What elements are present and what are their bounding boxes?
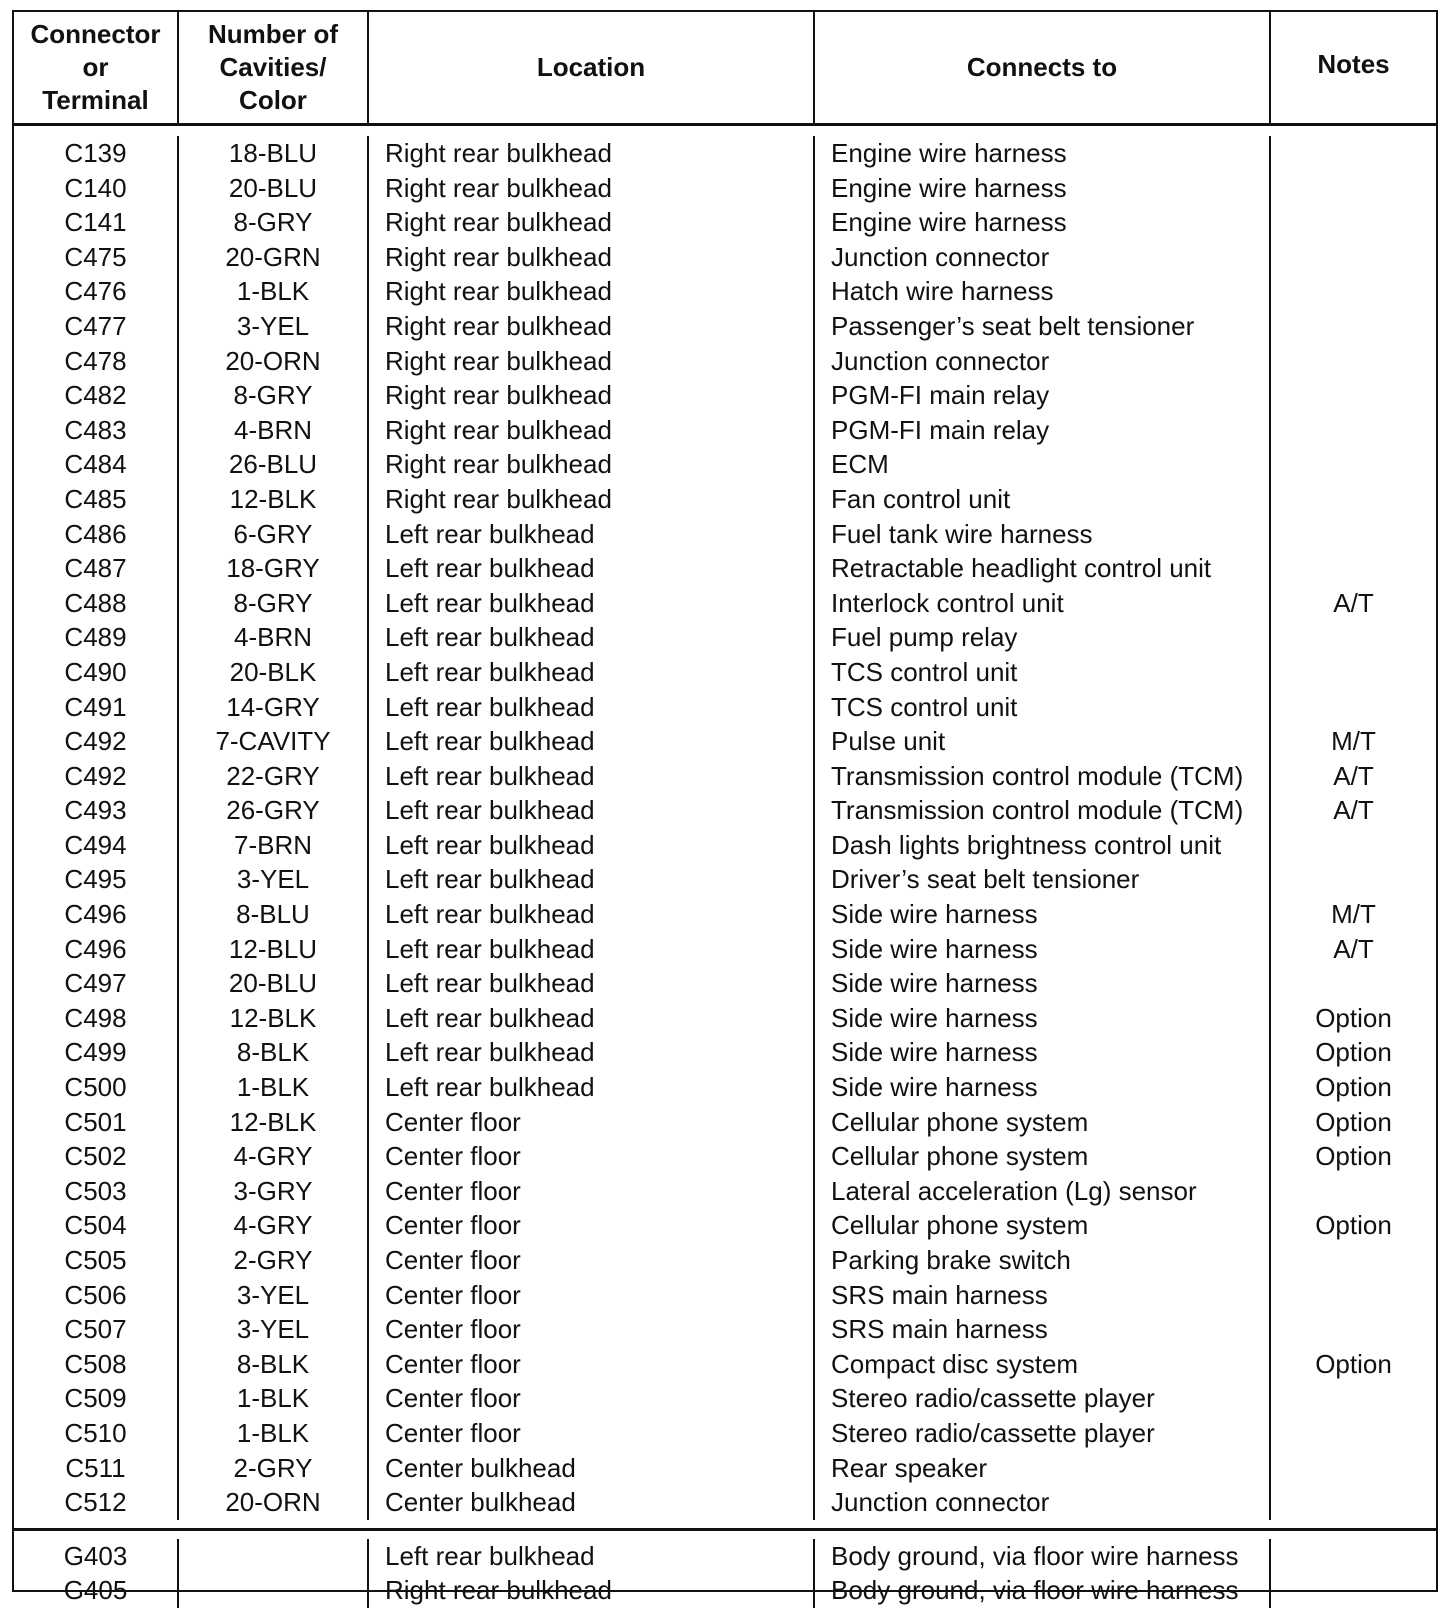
- cell-notes: [1271, 1278, 1436, 1313]
- cell-location: Center floor: [369, 1208, 815, 1243]
- cell-cavities: 3-YEL: [179, 1278, 369, 1313]
- cell-notes: A/T: [1333, 795, 1374, 826]
- cell-connector: C501: [14, 1105, 179, 1140]
- cell-connects-to: Interlock control unit: [815, 586, 1271, 621]
- cell-notes: Option: [1315, 1072, 1392, 1103]
- cell-connects-to: Junction connector: [815, 344, 1271, 379]
- cell-notes: [1271, 551, 1436, 586]
- cell-notes: [1271, 1312, 1436, 1347]
- table-row: [14, 620, 1436, 655]
- table-row: [14, 447, 1436, 482]
- cell-notes: [1271, 828, 1436, 863]
- connector-table: [12, 10, 1438, 1606]
- cell-connects-to: Stereo radio/cassette player: [815, 1416, 1271, 1451]
- cell-notes: Option: [1315, 1210, 1392, 1241]
- cell-connects-to: PGM-FI main relay: [815, 413, 1271, 448]
- cell-cavities: 4-GRY: [179, 1208, 369, 1243]
- cell-notes: M/T: [1331, 899, 1376, 930]
- cell-connects-to: Fuel tank wire harness: [815, 517, 1271, 552]
- cell-location: Right rear bulkhead: [369, 136, 815, 171]
- cell-connector: C493: [14, 793, 179, 828]
- cell-notes: M/T: [1331, 726, 1376, 757]
- cell-cavities: 18-BLU: [179, 136, 369, 171]
- cell-connector: C141: [14, 205, 179, 240]
- cell-connects-to: Rear speaker: [815, 1451, 1271, 1486]
- cell-connector: C491: [14, 690, 179, 725]
- cell-connects-to: Cellular phone system: [815, 1139, 1271, 1174]
- cell-notes: [1271, 1451, 1436, 1486]
- table-row: [14, 586, 1436, 621]
- header-connector-line2: or: [82, 52, 109, 82]
- cell-cavities: 20-BLK: [179, 655, 369, 690]
- cell-location: Right rear bulkhead: [369, 378, 815, 413]
- cell-notes: [1271, 1381, 1436, 1416]
- cell-connects-to: Driver’s seat belt tensioner: [815, 862, 1271, 897]
- table-row: [14, 862, 1436, 897]
- cell-connects-to: Retractable headlight control unit: [815, 551, 1271, 586]
- table-row: [14, 136, 1436, 171]
- table-row: [14, 1035, 1436, 1070]
- table-row: [14, 1416, 1436, 1451]
- cell-connector: C482: [14, 378, 179, 413]
- table-row: [14, 1485, 1436, 1520]
- table-row: [14, 655, 1436, 690]
- cell-notes: [1271, 171, 1436, 206]
- cell-connector: C483: [14, 413, 179, 448]
- ground-table-body: [14, 1531, 1436, 1608]
- cell-connects-to: Transmission control module (TCM): [815, 759, 1271, 794]
- cell-location: Left rear bulkhead: [369, 1001, 815, 1036]
- header-location: Location: [369, 12, 815, 123]
- table-row: [14, 1347, 1436, 1382]
- cell-connector: C494: [14, 828, 179, 863]
- header-connector-line1: Connector: [30, 19, 161, 49]
- cell-connector: C492: [14, 724, 179, 759]
- cell-connects-to: Engine wire harness: [815, 205, 1271, 240]
- cell-connector: C490: [14, 655, 179, 690]
- table-row: [14, 793, 1436, 828]
- cell-connector: C485: [14, 482, 179, 517]
- cell-location: Left rear bulkhead: [369, 517, 815, 552]
- table-body: [14, 126, 1436, 1531]
- cell-connects-to: Junction connector: [815, 240, 1271, 275]
- cell-location: Right rear bulkhead: [369, 240, 815, 275]
- cell-location: Left rear bulkhead: [369, 862, 815, 897]
- cell-connects-to: Stereo radio/cassette player: [815, 1381, 1271, 1416]
- cell-connector: G405: [14, 1573, 179, 1608]
- table-row: [14, 1243, 1436, 1278]
- cell-cavities: 12-BLK: [179, 1105, 369, 1140]
- cell-notes: [1271, 620, 1436, 655]
- cell-location: Center bulkhead: [369, 1485, 815, 1520]
- cell-location: Center bulkhead: [369, 1451, 815, 1486]
- table-row: [14, 551, 1436, 586]
- cell-connects-to: SRS main harness: [815, 1278, 1271, 1313]
- ground-row: [14, 1573, 1436, 1608]
- cell-connector: C484: [14, 447, 179, 482]
- cell-cavities: 1-BLK: [179, 1381, 369, 1416]
- cell-notes: Option: [1315, 1106, 1392, 1137]
- cell-cavities: 3-YEL: [179, 1312, 369, 1347]
- cell-connects-to: TCS control unit: [815, 655, 1271, 690]
- cell-connector: C500: [14, 1070, 179, 1105]
- cell-connects-to: Dash lights brightness control unit: [815, 828, 1271, 863]
- table-row: [14, 1381, 1436, 1416]
- cell-location: Right rear bulkhead: [369, 447, 815, 482]
- table-row: [14, 828, 1436, 863]
- cell-connects-to: Side wire harness: [815, 1035, 1271, 1070]
- cell-cavities: 12-BLK: [179, 1001, 369, 1036]
- ground-row: [14, 1539, 1436, 1574]
- cell-connects-to: Cellular phone system: [815, 1208, 1271, 1243]
- cell-notes: [1271, 1539, 1436, 1574]
- cell-cavities: 7-BRN: [179, 828, 369, 863]
- cell-connects-to: Engine wire harness: [815, 171, 1271, 206]
- cell-location: Right rear bulkhead: [369, 205, 815, 240]
- cell-cavities: 7-CAVITY: [179, 724, 369, 759]
- cell-connects-to: Fuel pump relay: [815, 620, 1271, 655]
- cell-connects-to: Side wire harness: [815, 897, 1271, 932]
- table-row: [14, 378, 1436, 413]
- cell-cavities: 20-BLU: [179, 966, 369, 1001]
- cell-location: Left rear bulkhead: [369, 724, 815, 759]
- table-row: [14, 517, 1436, 552]
- cell-connector: C488: [14, 586, 179, 621]
- cell-connects-to: Body ground, via floor wire harness: [815, 1573, 1271, 1608]
- cell-cavities: 3-YEL: [179, 309, 369, 344]
- cell-cavities: 4-GRY: [179, 1139, 369, 1174]
- cell-connector: C139: [14, 136, 179, 171]
- cell-location: Center floor: [369, 1105, 815, 1140]
- cell-connector: C497: [14, 966, 179, 1001]
- cell-connector: C509: [14, 1381, 179, 1416]
- cell-connector: C475: [14, 240, 179, 275]
- cell-connects-to: Pulse unit: [815, 724, 1271, 759]
- cell-cavities: 18-GRY: [179, 551, 369, 586]
- cell-notes: [1271, 655, 1436, 690]
- cell-cavities: 20-GRN: [179, 240, 369, 275]
- table-row: [14, 309, 1436, 344]
- cell-connects-to: Engine wire harness: [815, 136, 1271, 171]
- header-cavities-line2: Cavities/: [219, 52, 327, 82]
- table-row: [14, 759, 1436, 794]
- cell-connects-to: Passenger’s seat belt tensioner: [815, 309, 1271, 344]
- cell-connects-to: Hatch wire harness: [815, 274, 1271, 309]
- cell-cavities: 20-ORN: [179, 1485, 369, 1520]
- cell-cavities: 8-BLK: [179, 1035, 369, 1070]
- table-row: [14, 171, 1436, 206]
- cell-cavities: 1-BLK: [179, 1416, 369, 1451]
- cell-location: Right rear bulkhead: [369, 1573, 815, 1608]
- cell-connector: C496: [14, 932, 179, 967]
- cell-notes: [1271, 447, 1436, 482]
- cell-connector: C506: [14, 1278, 179, 1313]
- table-row: [14, 897, 1436, 932]
- cell-cavities: 3-YEL: [179, 862, 369, 897]
- cell-cavities: 8-BLU: [179, 897, 369, 932]
- cell-cavities: 3-GRY: [179, 1174, 369, 1209]
- cell-location: Right rear bulkhead: [369, 309, 815, 344]
- cell-connects-to: Junction connector: [815, 1485, 1271, 1520]
- cell-location: Left rear bulkhead: [369, 551, 815, 586]
- cell-cavities: 8-BLK: [179, 1347, 369, 1382]
- cell-location: Left rear bulkhead: [369, 655, 815, 690]
- header-connector-line3: Terminal: [42, 85, 149, 115]
- cell-cavities: 6-GRY: [179, 517, 369, 552]
- cell-notes: A/T: [1333, 933, 1374, 964]
- cell-cavities: [179, 1573, 369, 1608]
- table-row: [14, 344, 1436, 379]
- cell-cavities: 26-GRY: [179, 793, 369, 828]
- cell-location: Center floor: [369, 1347, 815, 1382]
- table-row: [14, 1105, 1436, 1140]
- cell-connects-to: Cellular phone system: [815, 1105, 1271, 1140]
- table-row: [14, 1278, 1436, 1313]
- cell-connects-to: Fan control unit: [815, 482, 1271, 517]
- cell-notes: A/T: [1333, 760, 1374, 791]
- table-row: [14, 1139, 1436, 1174]
- cell-notes: A/T: [1333, 587, 1374, 618]
- cell-notes: [1271, 966, 1436, 1001]
- cell-connector: C512: [14, 1485, 179, 1520]
- cell-notes: Option: [1315, 1348, 1392, 1379]
- cell-notes: [1271, 1485, 1436, 1520]
- cell-location: Center floor: [369, 1381, 815, 1416]
- cell-cavities: 20-BLU: [179, 171, 369, 206]
- cell-location: Right rear bulkhead: [369, 274, 815, 309]
- cell-location: Left rear bulkhead: [369, 759, 815, 794]
- cell-location: Center floor: [369, 1416, 815, 1451]
- cell-connector: C492: [14, 759, 179, 794]
- cell-cavities: 22-GRY: [179, 759, 369, 794]
- table-row: [14, 1174, 1436, 1209]
- table-row: [14, 1208, 1436, 1243]
- header-cavities-line1: Number of: [208, 19, 338, 49]
- cell-connects-to: Side wire harness: [815, 966, 1271, 1001]
- cell-connector: C504: [14, 1208, 179, 1243]
- cell-connects-to: SRS main harness: [815, 1312, 1271, 1347]
- cell-notes: [1271, 690, 1436, 725]
- table-row: [14, 1070, 1436, 1105]
- cell-notes: [1271, 240, 1436, 275]
- cell-location: Center floor: [369, 1312, 815, 1347]
- cell-location: Left rear bulkhead: [369, 932, 815, 967]
- cell-connects-to: Compact disc system: [815, 1347, 1271, 1382]
- cell-connector: C499: [14, 1035, 179, 1070]
- cell-notes: [1271, 517, 1436, 552]
- cell-cavities: 1-BLK: [179, 1070, 369, 1105]
- cell-location: Left rear bulkhead: [369, 586, 815, 621]
- cell-cavities: 12-BLK: [179, 482, 369, 517]
- cell-location: Right rear bulkhead: [369, 482, 815, 517]
- cell-connects-to: Transmission control module (TCM): [815, 793, 1271, 828]
- table-row: [14, 966, 1436, 1001]
- cell-connects-to: Side wire harness: [815, 932, 1271, 967]
- cell-connects-to: Body ground, via floor wire harness: [815, 1539, 1271, 1574]
- cell-cavities: 20-ORN: [179, 344, 369, 379]
- cell-location: Center floor: [369, 1278, 815, 1313]
- cell-notes: [1271, 1573, 1436, 1608]
- cell-notes: [1271, 1174, 1436, 1209]
- table-row: [14, 1451, 1436, 1486]
- cell-connector: C486: [14, 517, 179, 552]
- cell-connector: C507: [14, 1312, 179, 1347]
- cell-connector: C498: [14, 1001, 179, 1036]
- cell-location: Left rear bulkhead: [369, 966, 815, 1001]
- cell-connects-to: Parking brake switch: [815, 1243, 1271, 1278]
- cell-notes: [1271, 378, 1436, 413]
- cell-notes: [1271, 344, 1436, 379]
- cell-connector: C476: [14, 274, 179, 309]
- table-row: [14, 482, 1436, 517]
- cell-notes: Option: [1315, 1141, 1392, 1172]
- cell-connector: C505: [14, 1243, 179, 1278]
- cell-connector: C510: [14, 1416, 179, 1451]
- cell-cavities: [179, 1539, 369, 1574]
- cell-connects-to: Side wire harness: [815, 1070, 1271, 1105]
- table-row: [14, 413, 1436, 448]
- table-row: [14, 205, 1436, 240]
- cell-cavities: 4-BRN: [179, 620, 369, 655]
- cell-connects-to: PGM-FI main relay: [815, 378, 1271, 413]
- cell-location: Left rear bulkhead: [369, 1070, 815, 1105]
- cell-connector: G403: [14, 1539, 179, 1574]
- cell-notes: Option: [1315, 1002, 1392, 1033]
- cell-location: Left rear bulkhead: [369, 1035, 815, 1070]
- cell-connector: C508: [14, 1347, 179, 1382]
- cell-connector: C478: [14, 344, 179, 379]
- cell-location: Left rear bulkhead: [369, 690, 815, 725]
- cell-cavities: 14-GRY: [179, 690, 369, 725]
- cell-connector: C487: [14, 551, 179, 586]
- cell-cavities: 2-GRY: [179, 1451, 369, 1486]
- table-row: [14, 1312, 1436, 1347]
- cell-cavities: 8-GRY: [179, 205, 369, 240]
- cell-location: Center floor: [369, 1174, 815, 1209]
- header-cavities: [179, 12, 369, 123]
- header-connector: [14, 12, 179, 123]
- table-row: [14, 1001, 1436, 1036]
- cell-connector: C489: [14, 620, 179, 655]
- cell-notes: [1271, 1416, 1436, 1451]
- cell-location: Left rear bulkhead: [369, 897, 815, 932]
- cell-cavities: 8-GRY: [179, 586, 369, 621]
- cell-location: Left rear bulkhead: [369, 828, 815, 863]
- cell-notes: [1271, 1243, 1436, 1278]
- cell-cavities: 26-BLU: [179, 447, 369, 482]
- cell-cavities: 4-BRN: [179, 413, 369, 448]
- cell-connector: C503: [14, 1174, 179, 1209]
- table-row: [14, 274, 1436, 309]
- cell-notes: [1271, 274, 1436, 309]
- cell-connects-to: ECM: [815, 447, 1271, 482]
- cell-cavities: 2-GRY: [179, 1243, 369, 1278]
- cell-notes: [1271, 205, 1436, 240]
- cell-connector: C511: [14, 1451, 179, 1486]
- table-row: [14, 690, 1436, 725]
- cell-connector: C496: [14, 897, 179, 932]
- cell-cavities: 8-GRY: [179, 378, 369, 413]
- cell-location: Right rear bulkhead: [369, 344, 815, 379]
- header-cavities-line3: Color: [239, 85, 307, 115]
- cell-connector: C140: [14, 171, 179, 206]
- cell-cavities: 1-BLK: [179, 274, 369, 309]
- header-notes: Notes: [1317, 49, 1390, 79]
- cell-location: Left rear bulkhead: [369, 793, 815, 828]
- cell-connector: C502: [14, 1139, 179, 1174]
- cell-location: Right rear bulkhead: [369, 171, 815, 206]
- cell-location: Center floor: [369, 1139, 815, 1174]
- table-row: [14, 240, 1436, 275]
- cell-cavities: 12-BLU: [179, 932, 369, 967]
- cell-location: Left rear bulkhead: [369, 620, 815, 655]
- cell-connects-to: Side wire harness: [815, 1001, 1271, 1036]
- table-row: [14, 724, 1436, 759]
- cell-connects-to: Lateral acceleration (Lg) sensor: [815, 1174, 1271, 1209]
- cell-notes: Option: [1315, 1037, 1392, 1068]
- cell-notes: [1271, 413, 1436, 448]
- cell-connects-to: TCS control unit: [815, 690, 1271, 725]
- table-header: [14, 12, 1436, 126]
- cell-notes: [1271, 482, 1436, 517]
- cell-notes: [1271, 136, 1436, 171]
- header-connects-to: Connects to: [815, 12, 1271, 123]
- cell-location: Left rear bulkhead: [369, 1539, 815, 1574]
- cell-connector: C477: [14, 309, 179, 344]
- cell-connector: C495: [14, 862, 179, 897]
- cell-notes: [1271, 862, 1436, 897]
- cell-location: Right rear bulkhead: [369, 413, 815, 448]
- cell-notes: [1271, 309, 1436, 344]
- cell-location: Center floor: [369, 1243, 815, 1278]
- table-row: [14, 932, 1436, 967]
